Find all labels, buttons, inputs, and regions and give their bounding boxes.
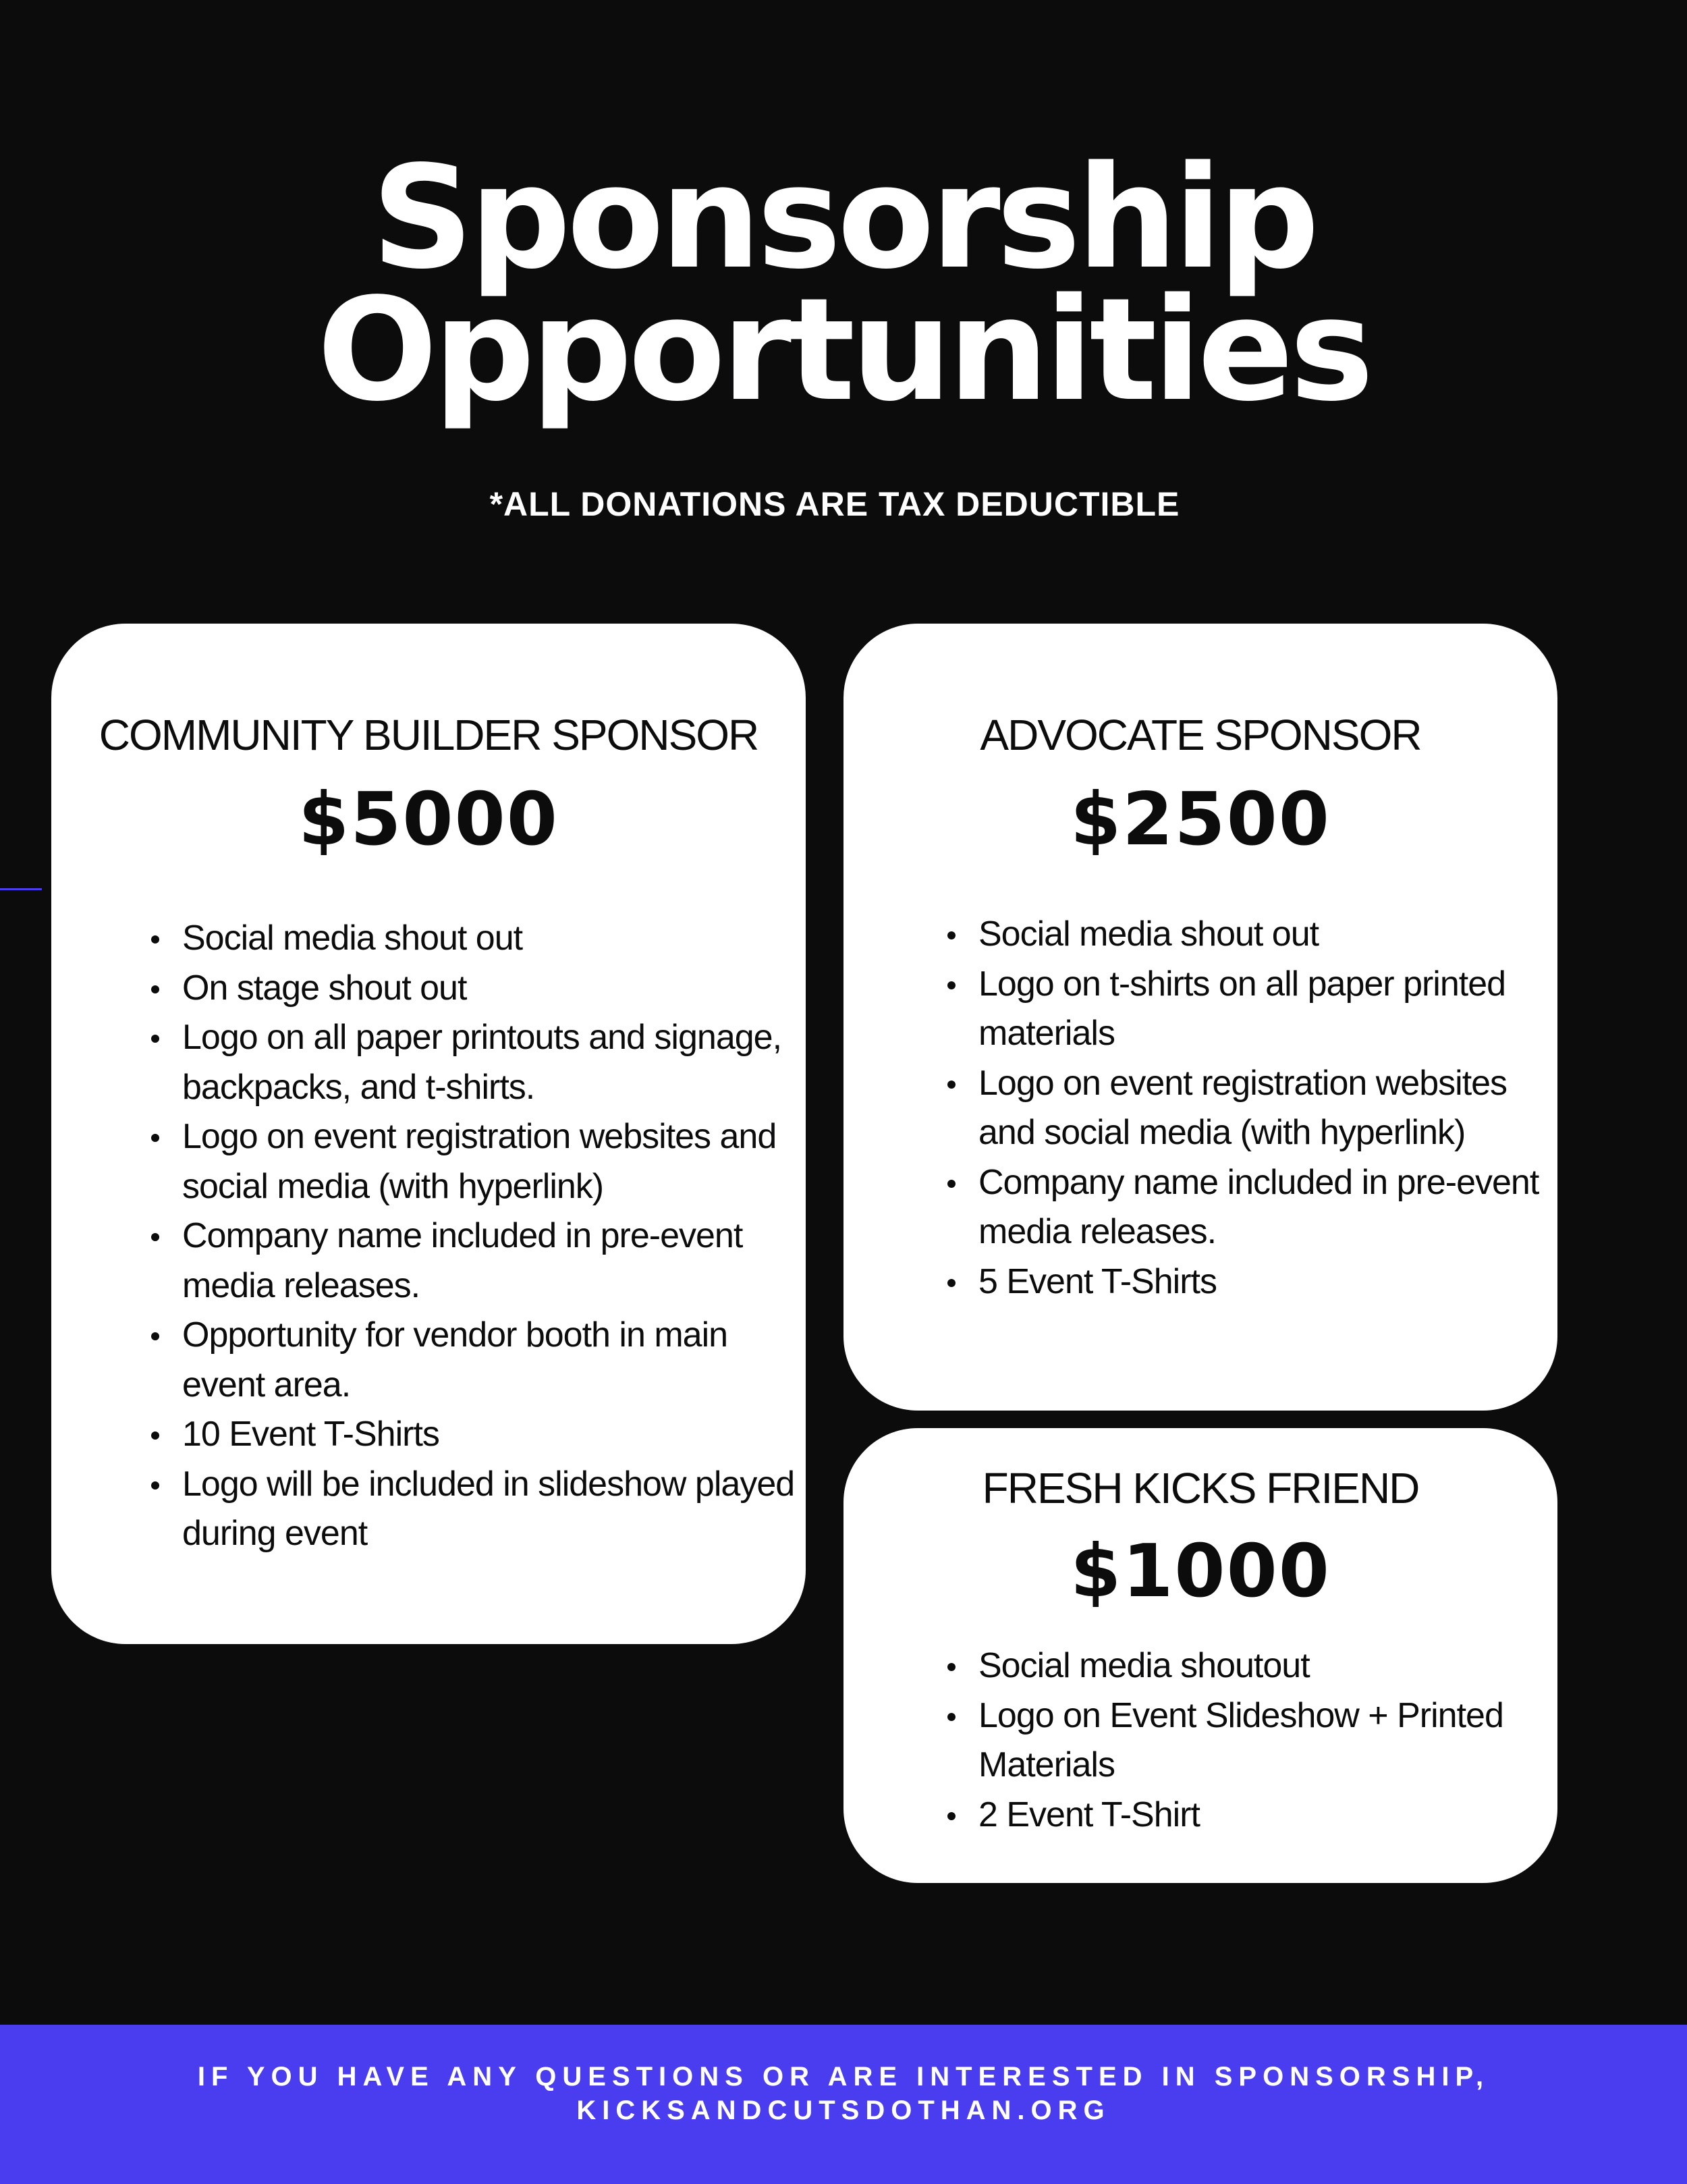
benefit-item: On stage shout out bbox=[182, 964, 817, 1014]
title-line-2: Opportunities bbox=[316, 267, 1371, 433]
benefit-item: Logo on event registration websites and social media (with hyperlink) bbox=[182, 1112, 817, 1211]
benefit-item: Company name included in pre-event media releases. bbox=[978, 1158, 1566, 1257]
benefit-item: Logo on all paper printouts and signage, backpacks, and t-shirts. bbox=[182, 1013, 817, 1112]
accent-divider bbox=[0, 888, 42, 890]
benefit-item: Logo will be included in slideshow played during event bbox=[182, 1460, 817, 1559]
tier-price: $1000 bbox=[1070, 1529, 1331, 1614]
benefit-list bbox=[941, 910, 1566, 1307]
benefit-list bbox=[144, 914, 817, 1559]
benefit-item: Logo on Event Slideshow + Printed Materials bbox=[978, 1691, 1572, 1791]
footer-website-link[interactable]: KICKSANDCUTSDOTHAN.ORG bbox=[576, 2096, 1111, 2125]
title-line-1: Sponsorship bbox=[371, 135, 1316, 300]
tier-name: FRESH KICKS FRIEND bbox=[982, 1464, 1419, 1512]
benefit-item: Logo on t-shirts on all paper printed materials bbox=[978, 960, 1566, 1059]
tier-name: ADVOCATE SPONSOR bbox=[980, 711, 1421, 759]
tax-deductible-note: *ALL DONATIONS ARE TAX DEDUCTIBLE bbox=[489, 485, 1180, 523]
footer-bar bbox=[0, 2025, 1687, 2184]
benefit-item: 10 Event T-Shirts bbox=[182, 1410, 817, 1460]
tier-card-community-builder bbox=[51, 624, 806, 1644]
footer-line-1: IF YOU HAVE ANY QUESTIONS OR ARE INTERESTED IN SPONSORSHIP, bbox=[197, 2062, 1490, 2092]
benefit-list bbox=[941, 1641, 1572, 1840]
tier-price: $2500 bbox=[1070, 777, 1331, 862]
tier-price: $5000 bbox=[298, 777, 559, 862]
benefit-item: 2 Event T-Shirt bbox=[978, 1791, 1572, 1840]
benefit-item: Social media shout out bbox=[978, 910, 1566, 960]
benefit-item: Social media shoutout bbox=[978, 1641, 1572, 1691]
page-title bbox=[0, 135, 1687, 433]
benefit-item: Opportunity for vendor booth in main event area. bbox=[182, 1311, 817, 1410]
benefit-item: 5 Event T-Shirts bbox=[978, 1257, 1566, 1307]
benefit-item: Social media shout out bbox=[182, 914, 817, 964]
tier-card-fresh-kicks-friend bbox=[844, 1428, 1557, 1883]
footer-contact-text bbox=[0, 2060, 1687, 2127]
tier-card-advocate bbox=[844, 624, 1557, 1411]
tier-name: COMMUNITY BUILDER SPONSOR bbox=[99, 711, 758, 759]
benefit-item: Company name included in pre-event media releases. bbox=[182, 1211, 817, 1311]
benefit-item: Logo on event registration websites and social media (with hyperlink) bbox=[978, 1059, 1566, 1158]
